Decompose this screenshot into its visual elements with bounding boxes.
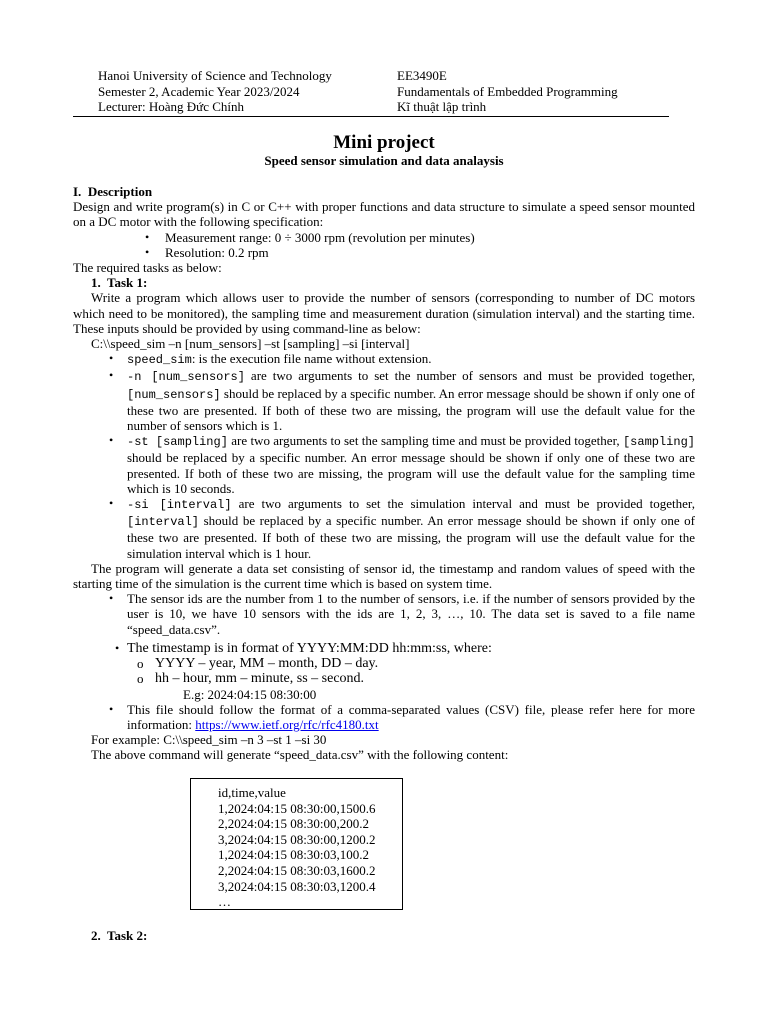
csv-example-box xyxy=(190,778,403,910)
example-command: For example: C:\\speed_sim –n 3 –st 1 –si 30 xyxy=(91,732,327,748)
timestamp-sub-item: o YYYY – year, MM – month, DD – day. xyxy=(137,656,379,672)
sub-bullet-icon: o xyxy=(137,671,144,687)
arg-item: • -n [num_sensors] are two arguments to set the number of sensors and must be provided together, [num_sensors] should be replaced by a specific number. An error message should be shown if only one of these two are presented. If both of these two are missing, the program will use the default value for the number of sensors which is 1. xyxy=(109,368,695,434)
bullet-icon: • xyxy=(145,229,150,244)
bullet-icon: • xyxy=(145,244,150,259)
csv-line: 1,2024:04:15 08:30:00,1500.6 xyxy=(218,800,376,816)
university-name: Hanoi University of Science and Technology xyxy=(98,68,332,83)
task1-paragraph: Write a program which allows user to provide the number of sensors (corresponding to number of DC motors which need to be monitored), the sampling time and measurement duration (simulation interval) and the starting time. These inputs should be provided by using command-line as below: xyxy=(73,290,695,336)
description-intro: Design and write program(s) in C or C++ with proper functions and data structure to simulate a speed sensor mounted on a DC motor with the following specification: xyxy=(73,199,695,230)
section-number: I. xyxy=(73,184,82,199)
rfc-link[interactable]: https://www.ietf.org/rfc/rfc4180.txt xyxy=(195,716,379,732)
tasks-intro: The required tasks as below: xyxy=(73,260,222,276)
course-code: EE3490E xyxy=(397,68,447,83)
bullet-icon: • xyxy=(109,351,114,366)
task2-heading: 2. Task 2: xyxy=(91,928,148,943)
csv-line: 1,2024:04:15 08:30:03,100.2 xyxy=(218,847,369,863)
bullet-icon: • xyxy=(109,701,114,716)
course-name-vi: Kĩ thuật lập trình xyxy=(397,99,487,114)
csv-item: • This file should follow the format of a comma-separated values (CSV) file, please refer here for more information: https://www.ietf.org/rfc/rfc4180.txt xyxy=(109,701,695,732)
command-line: C:\\speed_sim –n [num_sensors] –st [sampling] –si [interval] xyxy=(91,336,410,352)
csv-line: 3,2024:04:15 08:30:00,1200.2 xyxy=(218,831,376,847)
bullet-icon: • xyxy=(109,433,114,448)
bullet-icon: • xyxy=(109,368,114,383)
page-title: Mini project xyxy=(333,132,435,153)
semester: Semester 2, Academic Year 2023/2024 xyxy=(98,83,300,99)
header-left xyxy=(98,68,332,115)
task1-heading: 1. Task 1: xyxy=(91,275,148,291)
csv-line: 3,2024:04:15 08:30:03,1200.4 xyxy=(218,878,376,894)
section-title: Description xyxy=(87,184,153,199)
task1-paragraph-2: The program will generate a data set consisting of sensor id, the timestamp and random values of speed with the starting time of the simulation is the current time which is based on system time. xyxy=(73,560,695,592)
csv-line: … xyxy=(218,894,231,910)
csv-line: 2,2024:04:15 08:30:00,200.2 xyxy=(218,816,369,832)
arg-item: • -si [interval] are two arguments to set the simulation interval and must be provided together, [interval] should be replaced by a specific number. An error message should be shown if only one of these two are presented. If both of these two are missing, the program will use the default value for the simulation interval which is 1 hour. xyxy=(109,496,695,561)
csv-line: id,time,value xyxy=(218,785,286,800)
lecturer: Lecturer: Hoàng Đức Chính xyxy=(98,99,245,114)
header-right xyxy=(397,68,618,115)
timestamp-item: • The timestamp is in format of YYYY:MM:DD hh:mm:ss, where: xyxy=(115,640,492,656)
course-name: Fundamentals of Embedded Programming xyxy=(397,83,618,99)
bullet-icon: • xyxy=(109,591,114,606)
spec-item: • Resolution: 0.2 rpm xyxy=(145,244,269,260)
bullet-icon: • xyxy=(115,640,120,655)
timestamp-sub-item: o hh – hour, mm – minute, ss – second. xyxy=(137,671,365,687)
page-subtitle: Speed sensor simulation and data analaysis xyxy=(264,153,504,168)
timestamp-example: E.g: 2024:04:15 08:30:00 xyxy=(183,686,317,702)
section-heading xyxy=(73,184,695,199)
csv-line: 2,2024:04:15 08:30:03,1600.2 xyxy=(218,862,376,878)
arg-item: • -st [sampling] are two arguments to set the sampling time and must be provided together, [sampling] should be replaced by a specific number. An error message should be shown if only one of these two are presented. If both of these two are missing, the program will use the default value for the sampling time which is 10 seconds. xyxy=(109,433,695,496)
example-result: The above command will generate “speed_data.csv” with the following content: xyxy=(91,747,509,763)
bullet-icon: • xyxy=(109,496,114,511)
sub-bullet-icon: o xyxy=(137,656,144,672)
document-body xyxy=(73,184,695,763)
header-divider xyxy=(73,116,669,117)
arg-item: • speed_sim: is the execution file name without extension. xyxy=(109,351,432,368)
spec-item: • Measurement range: 0 ÷ 3000 rpm (revolution per minutes) xyxy=(145,229,475,245)
ids-item: • The sensor ids are the number from 1 to the number of sensors, i.e. if the number of sensors provided by the user is 10, we have 10 sensors with the ids are 1, 2, 3, …, 10. The data set is saved to a file name “speed_data.csv”. xyxy=(109,591,695,637)
